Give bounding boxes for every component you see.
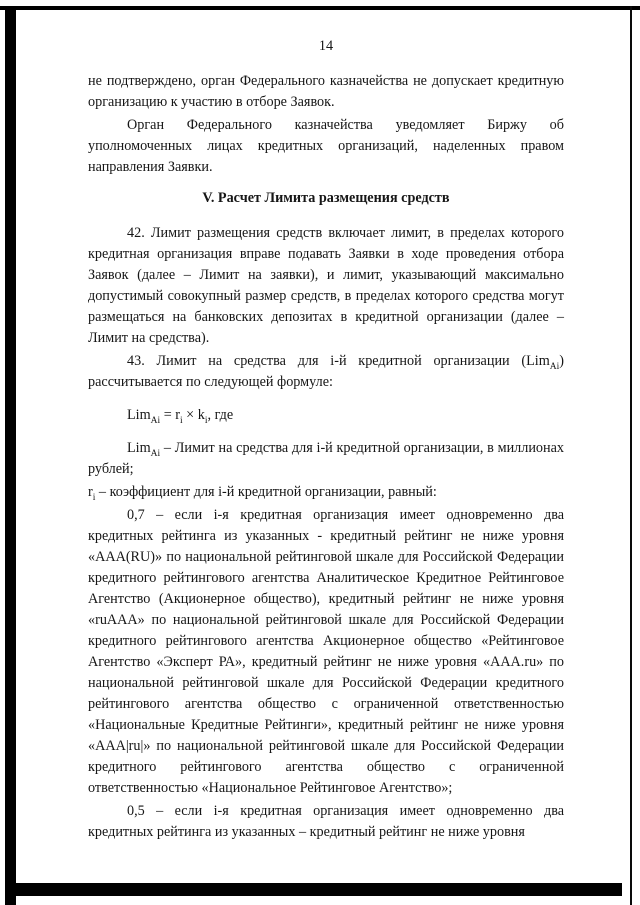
formula-subscript-ai: Ai	[150, 415, 161, 426]
formula-term-r: = r	[160, 407, 180, 423]
definition-r-text: – коэффициент для i-й кредитной организации, равный:	[95, 484, 437, 500]
document-page	[88, 36, 564, 845]
subscript-ai: Ai	[549, 361, 560, 372]
paragraph-notification: Орган Федерального казначейства уведомляет Биржу об уполномоченных лицах кредитных организаций, наделенных правом направления Заявки.	[88, 117, 564, 175]
scan-edge-top	[0, 6, 640, 10]
definition-r	[88, 482, 564, 503]
definition-r-subscript: i	[92, 492, 96, 503]
scan-edge-bottom	[10, 883, 622, 896]
formula-term-where: , где	[207, 407, 234, 423]
scan-edge-right	[630, 6, 632, 905]
formula-subscript-i-1: i	[179, 415, 183, 426]
paragraph-43-text-start: 43. Лимит на средства для i-й кредитной организации (Lim	[127, 353, 550, 369]
page-number: 14	[318, 38, 334, 54]
definition-lim-subscript: Ai	[150, 448, 161, 459]
paragraph-coefficient-07: 0,7 – если i-я кредитная организация имеет одновременно два кредитных рейтинга из указанных - кредитный рейтинг не ниже уровня «AAA(RU)» по национальной рейтинговой шкале для Российской Федерации кредитного рейтингового агентства Аналитическое Кредитное Рейтинговое Агентство (Акционерное общество), кредитный рейтинг не ниже уровня «ruAAA» по национальной рейтинговой шкале для Российской Федерации кредитного рейтингового агентства Акционерное общество «Рейтинговое Агентство «Эксперт РА», кредитный рейтинг не ниже уровня «AAA.ru» по национальной рейтинговой шкале для Российской Федерации кредитного рейтингового агентства общество с ограниченной ответственностью «Национальные Кредитные Рейтинги», кредитный рейтинг не ниже уровня «AAA|ru|» по национальной рейтинговой шкале для Российской Федерации кредитного рейтингового агентства общество с ограниченной ответственностью «Национальное Рейтинговое Агентство»;	[88, 507, 564, 796]
paragraph-43-text-end: ) рассчитывается по следующей формуле:	[88, 353, 564, 390]
definition-lim-term: Lim	[127, 440, 151, 456]
formula-term-k: × k	[182, 407, 205, 423]
formula-subscript-i-2: i	[204, 415, 208, 426]
definition-lim	[88, 438, 564, 480]
paragraph-coefficient-05: 0,5 – если i-я кредитная организация имеет одновременно два кредитных рейтинга из указанных – кредитный рейтинг не ниже уровня	[88, 803, 564, 840]
paragraph-continuation: не подтверждено, орган Федерального казначейства не допускает кредитную организацию к участию в отборе Заявок.	[88, 73, 564, 110]
formula-lim	[88, 405, 564, 426]
definition-r-term: r	[88, 484, 93, 500]
paragraph-43	[88, 351, 564, 393]
scan-edge-left	[5, 6, 16, 905]
paragraph-42: 42. Лимит размещения средств включает лимит, в пределах которого кредитная организация вправе подавать Заявки в ходе проведения отбора Заявок (далее – Лимит на заявки), и лимит, указывающий максимально допустимый совокупный размер средств, в пределах которого средства могут размещаться на банковских депозитах в кредитной организации (далее – Лимит на средства).	[88, 225, 564, 346]
formula-term-lim: Lim	[127, 407, 151, 423]
definition-lim-text: – Лимит на средства для i-й кредитной организации, в миллионах рублей;	[88, 440, 564, 477]
section-heading: V. Расчет Лимита размещения средств	[202, 190, 450, 206]
